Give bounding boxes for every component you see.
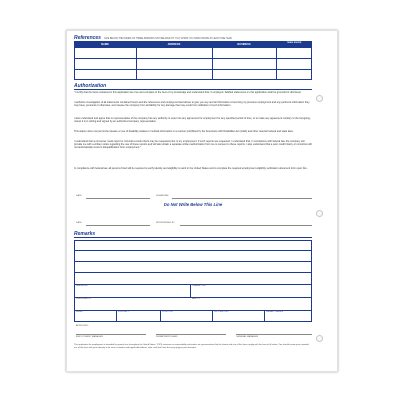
column-divider xyxy=(276,42,277,80)
character-label: CHARACTER xyxy=(192,285,206,287)
office-date-label: DATE xyxy=(76,222,82,224)
references-subtitle: GIVE BELOW THE NAMES OF THREE PERSONS NOT RELATED TO YOU, WHOM YOU HAVE KNOWN AT LEAST ONE YEAR. xyxy=(103,38,233,40)
authorization-paragraph-2: I authorize investigation of all statements contained herein and the references and employers listed above to give you any and all information concerning my previous employment and any pertinent information they may have, personal or otherwise, and release the company from all liability for any damage that may result from utilization of such information. xyxy=(74,101,310,108)
salary-wages-label: SALARY WAGES xyxy=(266,311,284,313)
remarks-divider xyxy=(160,310,161,322)
authorization-rule xyxy=(74,89,312,90)
col-years-known: YEARS KNOWN xyxy=(286,42,302,44)
remarks-line xyxy=(74,250,312,251)
approved-label: APPROVED: xyxy=(76,325,89,327)
signature-line[interactable] xyxy=(172,198,312,199)
col-name: NAME xyxy=(101,43,109,46)
neatness-label: NEATNESS xyxy=(76,285,88,287)
ability-label: ABILITY xyxy=(192,298,201,300)
general-manager-label: GENERAL MANAGER xyxy=(236,336,259,338)
date-label: DATE xyxy=(76,195,82,197)
remarks-divider xyxy=(116,310,117,322)
authorization-paragraph-3: I also understand and agree that no representative of the company has any authority to enter into any agreement for employment for any specified period of time, or to make any agreement contrary to the foregoing, unless it is in writing and signed by an authorized company representative. xyxy=(74,117,311,124)
employment-manager-label: EMPLOYMENT MANAGER xyxy=(76,336,103,338)
remarks-rule xyxy=(74,237,312,238)
signature-label: SIGNATURE xyxy=(156,195,169,197)
office-use-banner: Do Not Write Below This Line xyxy=(163,202,223,207)
remarks-line xyxy=(74,272,312,273)
position-label: POSITION xyxy=(162,311,173,313)
authorization-paragraph-4: This waiver does not permit the release or use of disability-related or medical information in a manner prohibited by the Americans with Disabilities Act (ADA) and other relevant federal and state laws. xyxy=(74,130,294,133)
interviewed-by-label: INTERVIEWED BY xyxy=(156,222,175,224)
authorization-paragraph-5: I understand that a consumer credit report or criminal records check may be requested prior to my employment. If such reports are requested, I understand that, in compliance with federal law, the company will provide me with a written notice regarding the use of these reports and will also obtain a separate written authorization from me to consent to these reports. I also understand that a poor credit history or conviction will not automatically result in disqualification from employment." xyxy=(74,140,312,150)
authorization-paragraph-1: "I certify that the facts contained in this application are true and complete to the best of my knowledge and understand that, if employed, falsified statements on this application shall be grounds for dismissal. xyxy=(74,91,302,94)
authorization-paragraph-6: In compliance with federal law, all persons hired will be required to verify identity and eligibility to work in the United States and to complete the required employment eligibility verification document form upon hire. xyxy=(74,167,308,170)
interviewed-by-line[interactable] xyxy=(180,225,312,226)
column-divider xyxy=(136,42,137,80)
binder-hole xyxy=(316,210,323,217)
col-business: BUSINESS xyxy=(237,43,251,46)
date-line[interactable] xyxy=(86,198,150,199)
general-manager-line[interactable] xyxy=(236,334,312,335)
hired-label: HIRED xyxy=(76,311,83,313)
department-head-line[interactable] xyxy=(156,334,226,335)
binder-hole xyxy=(316,335,323,342)
remarks-title: Remarks xyxy=(74,231,96,237)
remarks-divider xyxy=(264,310,265,322)
for-dept-label: FOR DEPT. xyxy=(118,311,130,313)
personality-label: PERSONALITY xyxy=(76,298,92,300)
remarks-divider xyxy=(212,310,213,322)
remarks-line xyxy=(74,261,312,262)
footer-disclaimer: This application for employment is intended for general use throughout the United States. TOPS assumes no responsibility and makes no representation that the format and use of this form comply with the laws of all states. You should review your intended use of this form with your attorney to be sure it complies with applicable federal, state, and local laws that may apply to your business. xyxy=(74,344,309,349)
will-report-label: WILL REPORT xyxy=(214,311,229,313)
department-head-label: DEPARTMENT HEAD xyxy=(156,336,178,338)
column-divider xyxy=(212,42,213,80)
office-date-line[interactable] xyxy=(86,225,150,226)
binder-hole xyxy=(316,95,323,102)
col-address: ADDRESS xyxy=(167,43,181,46)
references-title: References xyxy=(74,35,101,41)
remarks-divider xyxy=(190,284,191,297)
employment-manager-line[interactable] xyxy=(76,334,146,335)
authorization-title: Authorization xyxy=(74,83,107,89)
